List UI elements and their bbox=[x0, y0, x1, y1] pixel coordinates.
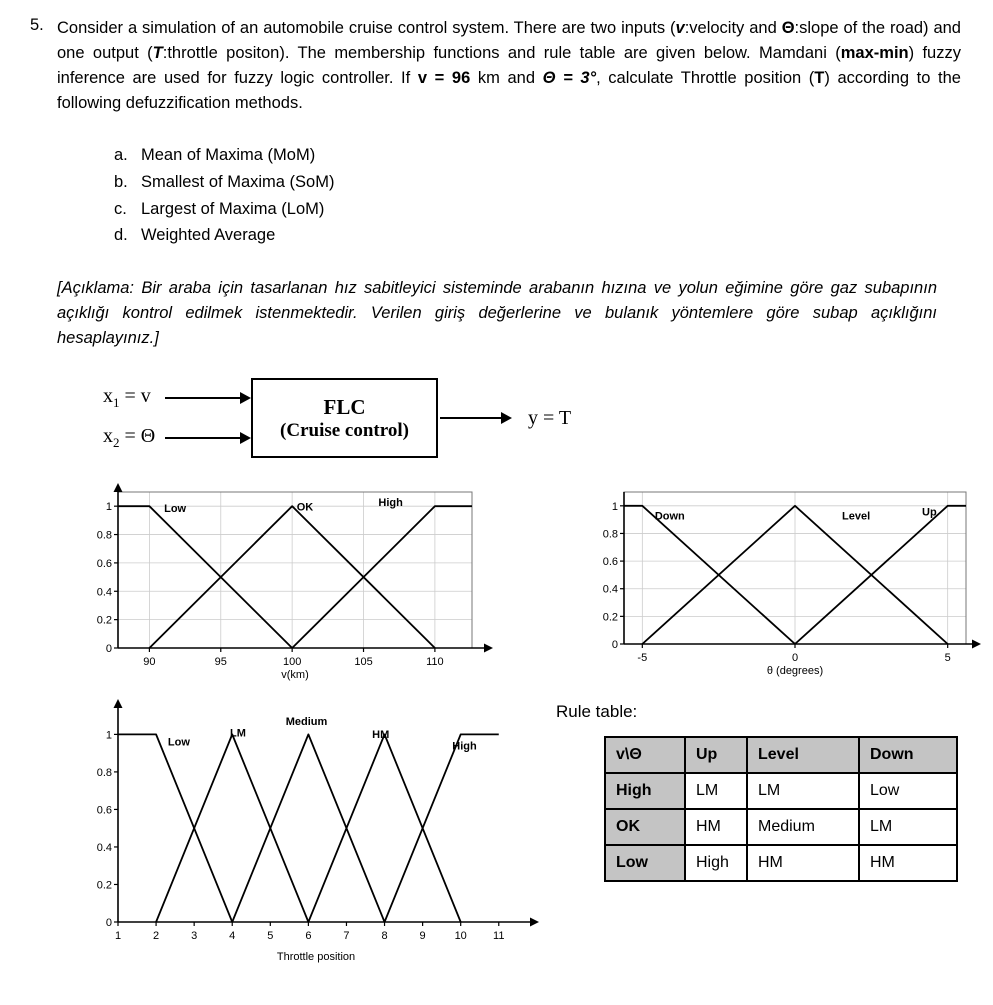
rule-row-header: High bbox=[605, 773, 685, 809]
svg-text:110: 110 bbox=[426, 656, 444, 669]
method-letter: c. bbox=[114, 199, 127, 218]
method-item bbox=[114, 169, 961, 196]
svg-text:Throttle position: Throttle position bbox=[276, 951, 356, 964]
rule-table-block bbox=[554, 696, 958, 966]
question-text-segment: T bbox=[814, 69, 825, 88]
svg-text:10: 10 bbox=[454, 930, 467, 943]
arrow-input2 bbox=[165, 437, 249, 439]
svg-text:0.4: 0.4 bbox=[96, 842, 112, 855]
method-text: Weighted Average bbox=[141, 226, 276, 245]
diagram-input1 bbox=[103, 385, 249, 411]
svg-text:6: 6 bbox=[305, 930, 312, 943]
svg-text:0.6: 0.6 bbox=[96, 804, 112, 817]
svg-text:v(km): v(km) bbox=[281, 669, 309, 682]
question-text-segment: Consider a simulation of an automobile cruise control system. There are two inputs ( bbox=[57, 19, 676, 37]
rule-cell: LM bbox=[859, 809, 957, 845]
question-text-segment: km and bbox=[470, 69, 543, 88]
svg-text:0: 0 bbox=[791, 652, 799, 665]
svg-text:1: 1 bbox=[105, 501, 112, 514]
svg-text:0.4: 0.4 bbox=[602, 584, 618, 597]
svg-text:0.6: 0.6 bbox=[602, 556, 618, 569]
method-text: Smallest of Maxima (SoM) bbox=[141, 173, 335, 192]
method-item bbox=[114, 142, 961, 169]
method-text: Largest of Maxima (LoM) bbox=[141, 199, 325, 218]
question-text-segment: v bbox=[675, 19, 685, 37]
question-paragraph bbox=[57, 16, 961, 116]
rule-cell: HM bbox=[747, 845, 859, 881]
question-text-segment: v = 96 bbox=[417, 69, 471, 88]
diagram-input1-label: $x_1 = v$ bbox=[103, 385, 151, 411]
method-item bbox=[114, 222, 961, 249]
method-item bbox=[114, 196, 961, 223]
rule-cell: Low bbox=[859, 773, 957, 809]
rule-cell: HM bbox=[859, 845, 957, 881]
svg-text:Low: Low bbox=[167, 737, 190, 750]
svg-text:OK: OK bbox=[296, 501, 314, 514]
rule-table-header-row bbox=[605, 737, 957, 773]
svg-text:Medium: Medium bbox=[285, 716, 328, 729]
svg-text:Level: Level bbox=[842, 511, 871, 524]
bottom-row bbox=[30, 696, 961, 966]
diagram-output-label: y = T bbox=[528, 406, 572, 429]
rule-cell: LM bbox=[685, 773, 747, 809]
svg-text:9: 9 bbox=[419, 930, 426, 943]
velocity-mf-chart bbox=[82, 480, 494, 684]
flc-box-title: FLC bbox=[323, 394, 366, 419]
svg-text:90: 90 bbox=[143, 656, 156, 669]
svg-text:0.8: 0.8 bbox=[96, 529, 112, 542]
svg-text:0.8: 0.8 bbox=[96, 767, 112, 780]
explanation-note: [Açıklama: Bir araba için tasarlanan hız sabitleyici sisteminde arabanın hızına ve yolun eğimine göre gaz subapının açıklığı kontrol edilmek istenmektedir. Verilen giriş değerlerine ve bulanık yöntemlere göre subap açıklığını hesaplayınız.] bbox=[57, 279, 937, 347]
svg-text:1: 1 bbox=[105, 729, 112, 742]
method-text: Mean of Maxima (MoM) bbox=[141, 146, 316, 165]
flc-block-diagram bbox=[103, 378, 961, 458]
rule-table bbox=[604, 736, 958, 882]
rule-cell: LM bbox=[747, 773, 859, 809]
slope-mf-chart bbox=[590, 480, 982, 684]
svg-text:Low: Low bbox=[164, 503, 187, 516]
arrow-output bbox=[440, 417, 510, 419]
svg-text:1: 1 bbox=[114, 930, 122, 943]
rule-table-row bbox=[605, 845, 957, 881]
throttle-mf-chart bbox=[78, 696, 540, 966]
svg-text:0.8: 0.8 bbox=[602, 528, 618, 541]
rule-table-col-header: Level bbox=[747, 737, 859, 773]
svg-text:2: 2 bbox=[153, 930, 160, 943]
rule-row-header: OK bbox=[605, 809, 685, 845]
question-text-segment: , calculate Throttle position ( bbox=[596, 69, 815, 88]
svg-text:LM: LM bbox=[229, 727, 246, 740]
svg-text:θ (degrees): θ (degrees) bbox=[766, 665, 824, 678]
rule-cell: High bbox=[685, 845, 747, 881]
arrow-input1 bbox=[165, 397, 249, 399]
flc-box-subtitle: (Cruise control) bbox=[280, 419, 409, 441]
question-text-segment: ) fuzzy inference are used for fuzzy logic controller. If bbox=[57, 44, 961, 88]
question-text-segment: :slope of the road) and one output ( bbox=[57, 19, 961, 63]
svg-text:11: 11 bbox=[493, 930, 505, 943]
question-text-segment: Θ bbox=[781, 19, 795, 37]
svg-text:4: 4 bbox=[229, 930, 236, 943]
svg-text:0: 0 bbox=[611, 639, 618, 652]
rule-row-header: Low bbox=[605, 845, 685, 881]
flc-box bbox=[251, 378, 438, 458]
svg-text:0.2: 0.2 bbox=[602, 611, 618, 624]
method-letter: b. bbox=[114, 173, 128, 192]
question-text-segment: ) according to the following defuzzification methods. bbox=[57, 69, 961, 113]
svg-text:-5: -5 bbox=[637, 652, 648, 665]
svg-text:5: 5 bbox=[944, 652, 951, 665]
svg-text:7: 7 bbox=[343, 930, 350, 943]
svg-text:3: 3 bbox=[191, 930, 198, 943]
question-text-segment: max-min bbox=[840, 44, 909, 63]
svg-text:HM: HM bbox=[372, 729, 390, 742]
rule-table-row bbox=[605, 773, 957, 809]
svg-text:Up: Up bbox=[922, 506, 937, 519]
svg-text:100: 100 bbox=[282, 656, 302, 669]
diagram-inputs bbox=[103, 385, 249, 451]
question-block bbox=[30, 16, 961, 350]
svg-text:High: High bbox=[378, 497, 403, 510]
rule-table-corner: v\Θ bbox=[605, 737, 685, 773]
svg-text:0.4: 0.4 bbox=[96, 586, 112, 599]
svg-text:0.6: 0.6 bbox=[96, 558, 112, 571]
question-text-segment: Θ = 3° bbox=[542, 69, 597, 88]
rule-table-col-header: Up bbox=[685, 737, 747, 773]
question-text-segment: :velocity and bbox=[684, 19, 782, 37]
question-text-segment: :throttle positon). The membership functions and rule table are given below. Mamdani ( bbox=[162, 44, 841, 63]
methods-list bbox=[114, 142, 961, 249]
svg-text:0.2: 0.2 bbox=[96, 879, 112, 892]
svg-text:1: 1 bbox=[611, 501, 618, 514]
svg-text:95: 95 bbox=[214, 656, 227, 669]
method-letter: d. bbox=[114, 226, 128, 245]
charts-row bbox=[30, 480, 961, 684]
method-letter: a. bbox=[114, 146, 128, 165]
rule-table-row bbox=[605, 809, 957, 845]
svg-text:Down: Down bbox=[654, 511, 685, 524]
svg-text:5: 5 bbox=[267, 930, 274, 943]
diagram-input2 bbox=[103, 425, 249, 451]
svg-text:8: 8 bbox=[381, 930, 388, 943]
svg-text:0.2: 0.2 bbox=[96, 615, 112, 628]
rule-cell: Medium bbox=[747, 809, 859, 845]
svg-text:0: 0 bbox=[105, 917, 112, 930]
svg-text:105: 105 bbox=[354, 656, 373, 669]
diagram-input2-label: $x_2 = \Theta$ bbox=[103, 425, 156, 451]
rule-cell: HM bbox=[685, 809, 747, 845]
rule-table-col-header: Down bbox=[859, 737, 957, 773]
rule-table-title: Rule table: bbox=[556, 702, 638, 722]
question-text-segment: T bbox=[152, 44, 163, 63]
svg-text:High: High bbox=[452, 740, 477, 753]
question-number: 5. bbox=[30, 16, 44, 34]
svg-text:0: 0 bbox=[105, 643, 112, 656]
